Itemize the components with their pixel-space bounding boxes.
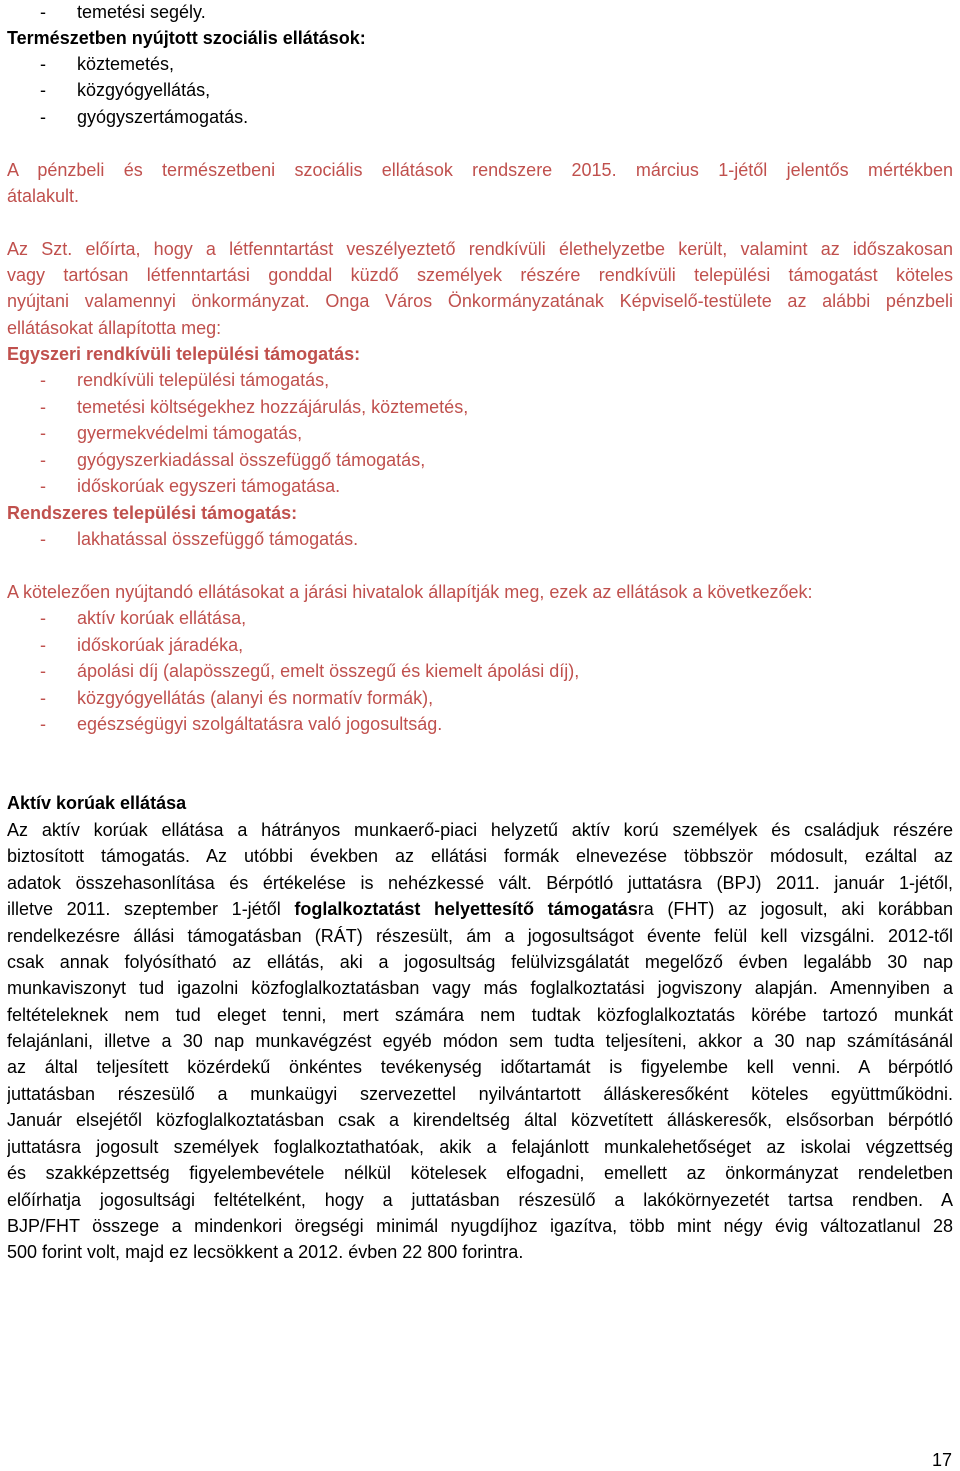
- paragraph-line: az által teljesített közérdekű önkéntes tevékenység időtartamát is figyelembe kell venni. A bérpótló: [7, 1057, 953, 1077]
- paragraph-line: csak annak folyósítható az ellátás, aki a jogosultság felülvizsgálatát megelőző évben legalább 30 nap: [7, 952, 953, 972]
- paragraph-line: munkaviszonyt tud igazolni közfoglalkoztatásban vagy más foglalkoztatási jogviszony alapján. Amennyiben a: [7, 978, 953, 998]
- paragraph-line: átalakult.: [7, 186, 80, 206]
- list-item: - temetési segély.: [40, 2, 206, 22]
- paragraph-line: vagy tartósan létfenntartási gonddal küzdő személyek részére rendkívüli települési támogatást köteles: [7, 265, 953, 285]
- section-heading: Természetben nyújtott szociális ellátások:: [7, 28, 366, 48]
- paragraph-line: rendelkezésre állási támogatásban (RÁT) részesült, ám a jogosultságot évente felül kell vizsgálni. 2012-től: [7, 926, 953, 946]
- list-item: - köztemetés,: [40, 54, 175, 74]
- paragraph-line: Az aktív korúak ellátása a hátrányos munkaerő-piaci helyzetű aktív korú személyek és családjuk részére: [7, 820, 953, 840]
- paragraph-line: adatok összehasonlítása és értékelése is nehézkessé vált. Bérpótló juttatásra (BPJ) 2011. január 1-jétől,: [7, 873, 953, 893]
- paragraph-line: A kötelezően nyújtandó ellátásokat a járási hivatalok állapítják meg, ezek az ellátások a következőek:: [7, 582, 813, 602]
- page-number: 17: [931, 1450, 952, 1470]
- list-item: - időskorúak egyszeri támogatása.: [40, 476, 341, 496]
- paragraph-line: biztosított támogatás. Az utóbbi években az ellátási formák elnevezése többször módosult, ezáltal az: [7, 846, 953, 866]
- list-item: - gyermekvédelmi támogatás,: [40, 423, 303, 443]
- paragraph-line: juttatásra jogosult személyek foglalkoztathatóak, akik a felajánlott munkalehetőséget az iskolai végzettség: [7, 1137, 953, 1157]
- paragraph-line: A pénzbeli és természetbeni szociális ellátások rendszere 2015. március 1-jétől jelentős mértékben: [7, 160, 953, 180]
- section-heading: Rendszeres települési támogatás:: [7, 503, 298, 523]
- section-heading: Egyszeri rendkívüli települési támogatás:: [7, 344, 361, 364]
- paragraph-line: ellátásokat állapította meg:: [7, 318, 222, 338]
- list-item: - közgyógyellátás,: [40, 80, 211, 100]
- list-item: - rendkívüli települési támogatás,: [40, 370, 330, 390]
- list-item: - aktív korúak ellátása,: [40, 608, 247, 628]
- list-item: - lakhatással összefüggő támogatás.: [40, 529, 359, 549]
- section-heading: Aktív korúak ellátása: [7, 793, 187, 813]
- list-item: - közgyógyellátás (alanyi és normatív formák),: [40, 688, 434, 708]
- paragraph-line: felajánlani, illetve a 30 nap munkavégzést egyéb módon sem tudta teljesíteni, akkor a 30 nap számításánál: [7, 1031, 953, 1051]
- paragraph-line: előírhatja jogosultsági feltételként, hogy a juttatásban részesülő a lakókörnyezetét tartsa rendben. A: [7, 1190, 953, 1210]
- paragraph-line: juttatásban részesülő a munkaügyi szervezettel nyilvántartott álláskeresőként köteles együttműködni.: [7, 1084, 953, 1104]
- paragraph-line: illetve 2011. szeptember 1-jétől foglalkoztatást helyettesítő támogatásra (FHT) az jogosult, aki korábban: [7, 899, 953, 919]
- paragraph-line: nyújtani valamennyi önkormányzat. Onga Város Önkormányzatának Képviselő-testülete az alábbi pénzbeli: [7, 291, 953, 311]
- paragraph-line: feltételeknek nem tud eleget tenni, mert számára nem tudtak közfoglalkoztatás körébe tartozó munkát: [7, 1005, 953, 1025]
- list-item: - gyógyszertámogatás.: [40, 107, 249, 127]
- list-item: - időskorúak járadéka,: [40, 635, 244, 655]
- paragraph-line: Január elsejétől közfoglalkoztatásban csak a kirendeltség által közvetített álláskeresők, elsősorban bérpótló: [7, 1110, 953, 1130]
- paragraph-line: Az Szt. előírta, hogy a létfenntartást veszélyeztető rendkívüli élethelyzetbe került, valamint az időszakosan: [7, 239, 953, 259]
- paragraph-line: és szakképzettség figyelembevétele nélkül kötelesek elfogadni, emellett az önkormányzat rendeletben: [7, 1163, 953, 1183]
- list-item: - ápolási díj (alapösszegű, emelt összegű és kiemelt ápolási díj),: [40, 661, 580, 681]
- list-item: - gyógyszerkiadással összefüggő támogatás,: [40, 450, 426, 470]
- paragraph-line: BJP/FHT összege a mindenkori öregségi minimál nyugdíjhoz igazítva, több mint négy évig változatlanul 28: [7, 1216, 953, 1236]
- paragraph-line: 500 forint volt, majd ez lecsökkent a 2012. évben 22 800 forintra.: [7, 1242, 524, 1262]
- list-item: - egészségügyi szolgáltatásra való jogosultság.: [40, 714, 443, 734]
- list-item: - temetési költségekhez hozzájárulás, köztemetés,: [40, 397, 469, 417]
